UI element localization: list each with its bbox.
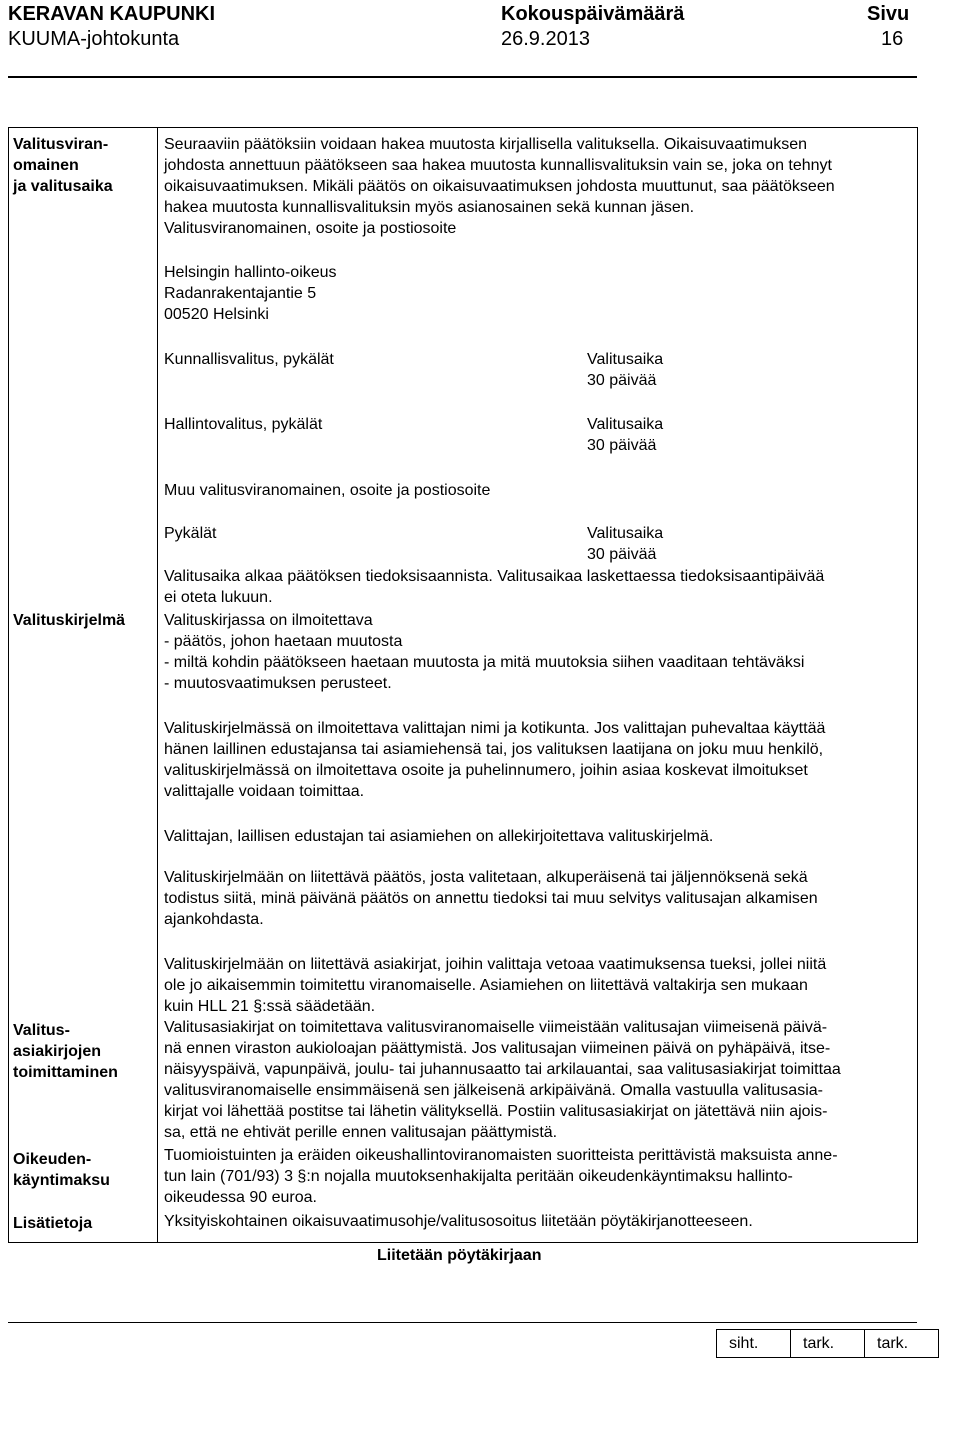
appeal-document-requirements: Valituskirjassa on ilmoitettava - päätös, johon haetaan muutosta - miltä kohdin päätökseen haetaan muutosta ja mitä muutoksia siihen vaaditaan tehtäväksi - muutosvaatimuksen perusteet. (164, 612, 805, 692)
other-period: Valitusaika 30 päivää (587, 525, 664, 563)
header-divider (8, 76, 917, 78)
footer-divider (8, 1322, 917, 1323)
municipal-appeal-period: Valitusaika 30 päivää (587, 351, 664, 389)
appeal-document-label: Valituskirjelmä (13, 612, 126, 629)
municipal-appeal: Kunnallisvalitus, pykälät (164, 351, 334, 368)
signature-boxes (716, 1329, 939, 1358)
court-fee-paragraph: Tuomioistuinten ja eräiden oikeushallintoviranomaisten suoritteista perittävistä maksuista anne- tun lain (701/93) 3 §:n nojalla muutoksenhakijalta peritään oikeudenkäyntimaksu hallinto- oikeudessa 90 euroa. (164, 1147, 838, 1206)
administrative-appeal-period: Valitusaika 30 päivää (587, 416, 664, 454)
authority-address: Helsingin hallinto-oikeus Radanrakentajantie 5 00520 Helsinki (164, 264, 337, 323)
delivery-label: Valitus- asiakirjojen toimittaminen (13, 1022, 118, 1081)
org-name: KERAVAN KAUPUNKI (8, 3, 216, 25)
signature-box-secretary: siht. (717, 1330, 791, 1358)
signature-box-checker-2: tark. (865, 1330, 939, 1358)
committee-name: KUUMA-johtokunta (8, 28, 180, 50)
delivery-paragraph: Valitusasiakirjat on toimitettava valitusviranomaiselle viimeistään valitusajan viimeisenä päivä- nä ennen viraston aukioloajan päättymistä. Jos valitusajan viimeinen päivä on pyhäpäivä, itse- näisyyspäivä, vapunpäivä, joulu- tai juhannusaatto tai arkilauantai, saa valitusasiakirjat toimittaa valitusviranomaiselle ensimmäisenä sen jälkeisenä arkipäivänä. Omalla vastuulla valitusasia- kirjat voi lähettää postitse tai lähetin välityksellä. Postiin valitusasiakirjat on jätettävä niin ajois- sa, että ne ehtivät perille ennen valitusajan päättymistä. (164, 1019, 841, 1141)
page-number: 16 (881, 28, 904, 50)
page-label: Sivu (867, 3, 910, 25)
authority-label: Valitusviran- omainen ja valitusaika (13, 136, 113, 195)
footer-note: Liitetään pöytäkirjaan (377, 1247, 542, 1264)
meeting-date: 26.9.2013 (501, 28, 590, 50)
signature-box-checker-1: tark. (791, 1330, 865, 1358)
other-sections: Pykälät (164, 525, 217, 542)
attach-decision-paragraph: Valituskirjelmään on liitettävä päätös, josta valitetaan, alkuperäisenä tai jäljennöksenä sekä todistus siitä, minä päivänä päätös on annettu tiedoksi tai muu selvitys valitusajan alkamisen ajankohdasta. (164, 869, 818, 928)
additional-info-text: Yksityiskohtainen oikaisuvaatimusohje/valitusosoitus liitetään pöytäkirjanotteeseen. (164, 1213, 753, 1230)
appellant-info-paragraph: Valituskirjelmässä on ilmoitettava valittajan nimi ja kotikunta. Jos valittajan puhevaltaa käyttää hänen laillinen edustajansa tai asiamiehensä tai, jos valituksen laatijana on joku muu henkilö, valituskirjelmässä on ilmoitettava osoite ja puhelinnumero, joihin asiaa koskevat ilmoitukset valittajalle voidaan toimittaa. (164, 720, 826, 800)
other-authority: Muu valitusviranomainen, osoite ja postiosoite (164, 482, 491, 499)
additional-info-label: Lisätietoja (13, 1215, 93, 1232)
attach-documents-paragraph: Valituskirjelmään on liitettävä asiakirjat, joihin valittaja vetoaa vaatimuksensa tueksi, jollei niitä ole jo aikaisemmin toimitettu viranomaiselle. Asiamiehen on liitettävä valtakirja sen mukaan kuin HLL 21 §:ssä säädetään. (164, 956, 827, 1015)
signature-requirement: Valittajan, laillisen edustajan tai asiamiehen on allekirjoitettava valituskirjelmä. (164, 828, 714, 845)
meeting-date-label: Kokouspäivämäärä (501, 3, 685, 25)
intro-paragraph: Seuraaviin päätöksiin voidaan hakea muutosta kirjallisella valituksella. Oikaisuvaatimuksen johdosta annettuun päätökseen saa hakea muutosta kunnallisvalituksin vain se, joka on tehnyt oikaisuvaatimuksen. Mikäli päätös on oikaisuvaatimuksen johdosta muuttunut, saa päätökseen hakea muutosta kunnallisvalituksin myös asianosainen sekä kunnan jäsen. Valitusviranomainen, osoite ja postiosoite (164, 136, 835, 237)
appeal-period-note: Valitusaika alkaa päätöksen tiedoksisaannista. Valitusaikaa laskettaessa tiedoksisaantipäivää ei oteta lukuun. (164, 568, 825, 606)
court-fee-label: Oikeuden- käyntimaksu (13, 1151, 110, 1189)
administrative-appeal: Hallintovalitus, pykälät (164, 416, 323, 433)
